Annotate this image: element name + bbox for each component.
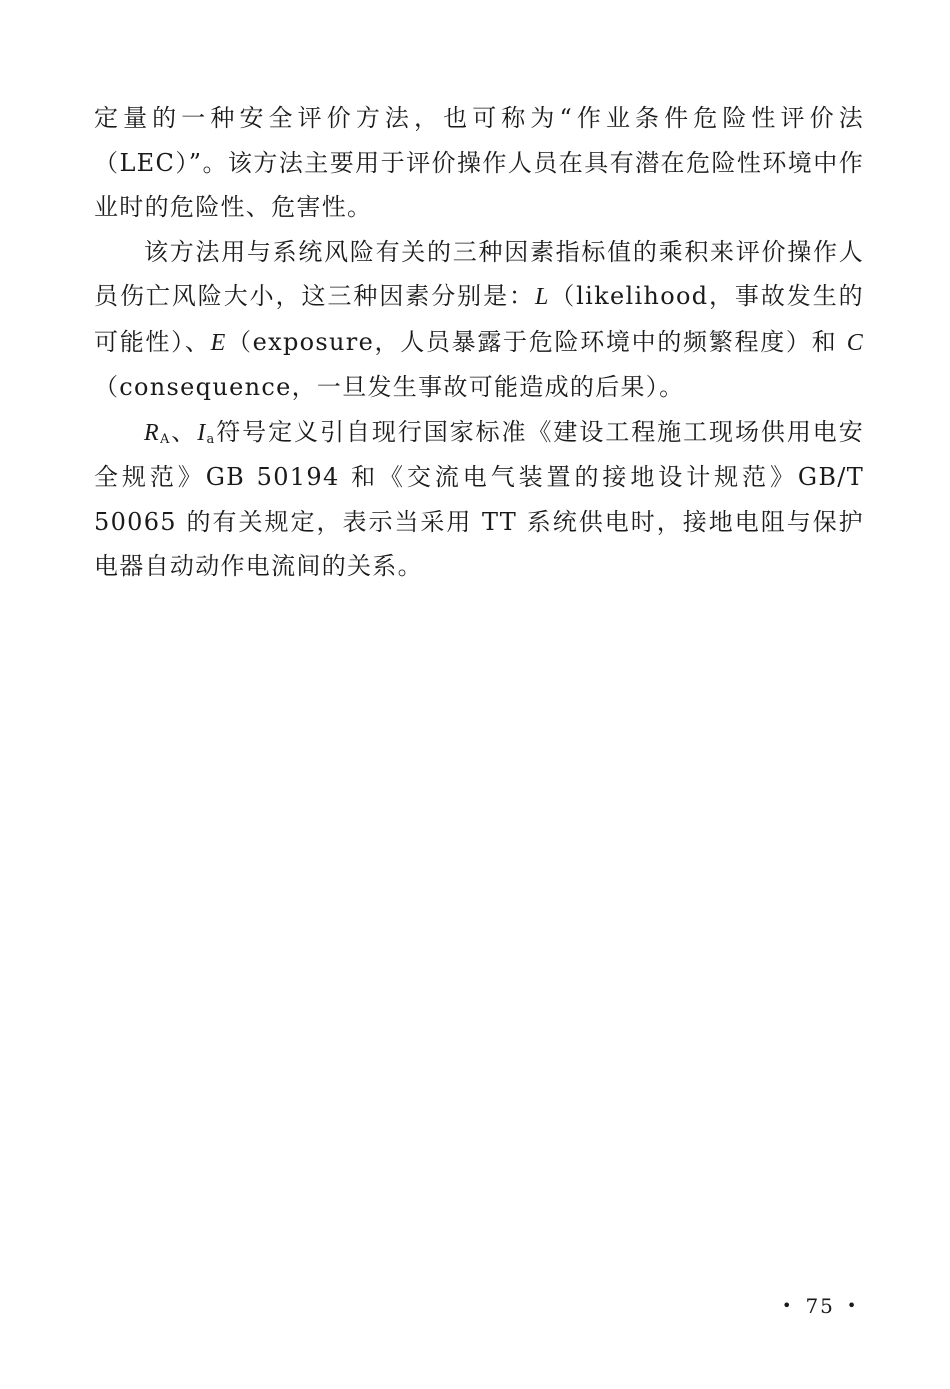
text-separator: 、 <box>170 417 198 446</box>
paragraph-ra-ia-definition <box>94 410 864 589</box>
symbol-L: L <box>534 284 550 310</box>
symbol-R: R <box>144 419 160 446</box>
page-number <box>770 1294 870 1318</box>
page-number-value: 75 <box>805 1294 835 1318</box>
paragraph-lec-intro: 定量的一种安全评价方法，也可称为“作业条件危险性评价法（LEC）”。该方法主要用于评价操作人员在具有潜在危险性环境中作业时的危险性、危害性。 <box>94 104 864 221</box>
text-segment: （consequence，一旦发生事故可能造成的后果）。 <box>94 373 685 401</box>
symbol-I-subscript: a <box>206 431 216 447</box>
text-segment: 该方法用与系统风险有关的三种因素指标值的乘积来评价操作人员伤亡风险大小，这三种因素分别是： <box>94 237 864 310</box>
text-segment: （likelihood，事故发生的可能性）、 <box>94 282 864 356</box>
paragraph-three-factors <box>94 230 864 410</box>
symbol-I: I <box>197 419 207 446</box>
text-segment: （exposure，人员暴露于危险环境中的频繁程度）和 <box>226 327 847 356</box>
page-number-dot-left: • <box>782 1296 794 1315</box>
symbol-R-subscript: A <box>159 431 171 447</box>
text-segment: 符号定义引自现行国家标准《建设工程施工现场供用电安全规范》GB 50194 和《交流电气装置的接地设计规范》GB/T 50065 的有关规定，表示当采用 TT 系统供电时，接地电阻与保护电器自动动作电流间的关系。 <box>94 417 864 580</box>
page-body <box>94 96 864 589</box>
symbol-E: E <box>210 329 227 356</box>
symbol-C: C <box>846 329 865 356</box>
page-number-dot-right: • <box>846 1296 859 1315</box>
